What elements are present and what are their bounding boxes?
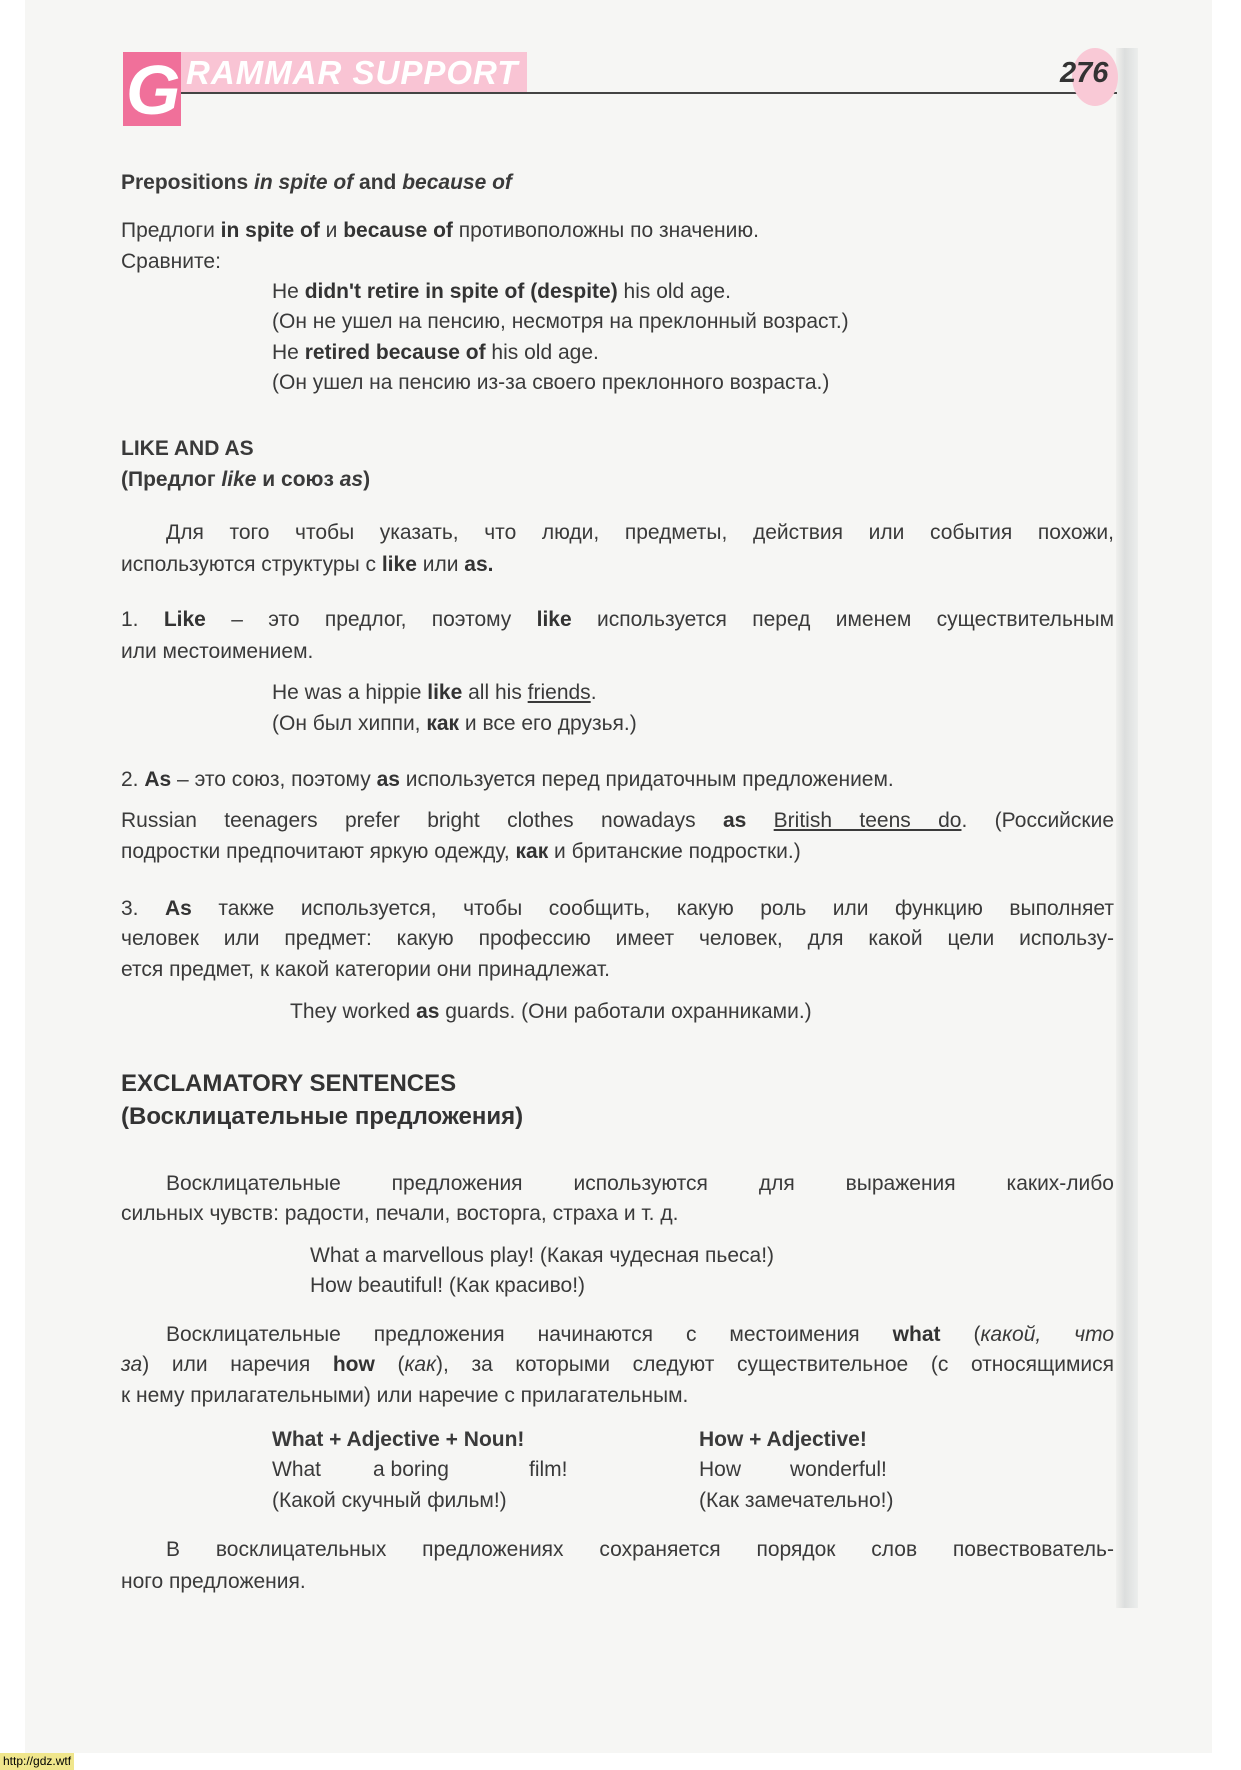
paragraph: Восклицательные предложения начинаются с местоимения what (какой, что — [166, 1323, 1115, 1346]
paragraph: Восклицательные предложения используются для выражения каких-либо — [166, 1172, 1114, 1195]
page-binding-shadow — [1116, 48, 1138, 1608]
section-heading-like-as: LIKE AND AS — [121, 437, 254, 460]
paragraph: В восклицательных предложениях сохраняется порядок слов повествователь- — [166, 1538, 1114, 1561]
pattern-formula: What + Adjective + Noun! — [272, 1428, 525, 1451]
rule-item-1: 1. Like – это предлог, поэтому like используется перед именем существительным — [121, 608, 1115, 631]
pattern-translation: (Какой скучный фильм!) — [272, 1489, 507, 1512]
example: What a marvellous play! (Какая чудесная пьеса!) — [310, 1244, 775, 1267]
rule-item-3-cont: ется предмет, к какой категории они принадлежат. — [121, 958, 611, 981]
paragraph: к нему прилагательными) или наречие с прилагательным. — [121, 1384, 689, 1407]
paragraph: ного предложения. — [121, 1570, 306, 1593]
pattern-example-word: a boring — [373, 1458, 449, 1481]
section-subheading: (Предлог like и союз as) — [121, 468, 371, 491]
pattern-example-word: wonderful! — [790, 1458, 887, 1481]
example: How beautiful! (Как красиво!) — [310, 1274, 586, 1297]
example-translation: (Он ушел на пенсию из-за своего преклонного возраста.) — [272, 371, 830, 394]
page-number: 276 — [1060, 57, 1109, 89]
paragraph: Сравните: — [121, 250, 221, 273]
pattern-formula: How + Adjective! — [699, 1428, 867, 1451]
rule-item-3: 3. As также используется, чтобы сообщить, какую роль или функцию выполняет — [121, 897, 1114, 920]
example-translation: (Он не ушел на пенсию, несмотря на преклонный возраст.) — [272, 310, 849, 333]
paragraph: сильных чувств: радости, печали, восторга, страха и т. д. — [121, 1202, 679, 1225]
pattern-example-word: film! — [529, 1458, 568, 1481]
source-link[interactable]: http://gdz.wtf — [0, 1753, 74, 1770]
section-heading-prepositions: Prepositions in spite of and because of — [121, 171, 512, 194]
example: He was a hippie like all his friends. — [272, 681, 597, 704]
example-translation: подростки предпочитают яркую одежду, как и британские подростки.) — [121, 840, 801, 863]
rule-item-1-cont: или местоимением. — [121, 640, 314, 663]
example: Russian teenagers prefer bright clothes nowadays as British teens do. (Российские — [121, 809, 1114, 832]
pattern-example-word: How — [699, 1458, 742, 1481]
paragraph: Для того чтобы указать, что люди, предметы, действия или события похожи, — [166, 521, 1114, 544]
section-heading-exclamatory: EXCLAMATORY SENTENCES — [121, 1070, 457, 1097]
header-rule — [181, 92, 1117, 94]
rule-item-2: 2. As – это союз, поэтому as используется перед придаточным предложением. — [121, 768, 894, 791]
paragraph: Предлоги in spite of и because of противоположны по значению. — [121, 219, 759, 242]
paragraph: за) или наречия how (как), за которыми следуют существительное (с относящимися — [121, 1353, 1114, 1376]
example: They worked as guards. (Они работали охранниками.) — [290, 1000, 812, 1023]
example-translation: (Он был хиппи, как и все его друзья.) — [272, 712, 637, 735]
example: He didn't retire in spite of (despite) his old age. — [272, 280, 731, 303]
section-letter: G — [126, 51, 181, 129]
rule-item-3-cont: человек или предмет: какую профессию имеет человек, для какой цели использу- — [121, 927, 1114, 950]
pattern-translation: (Как замечательно!) — [699, 1489, 894, 1512]
section-title: RAMMAR SUPPORT — [186, 54, 519, 91]
section-subheading: (Восклицательные предложения) — [121, 1103, 524, 1130]
example: He retired because of his old age. — [272, 341, 599, 364]
pattern-example-word: What — [272, 1458, 322, 1481]
paragraph: используются структуры с like или as. — [121, 553, 494, 576]
